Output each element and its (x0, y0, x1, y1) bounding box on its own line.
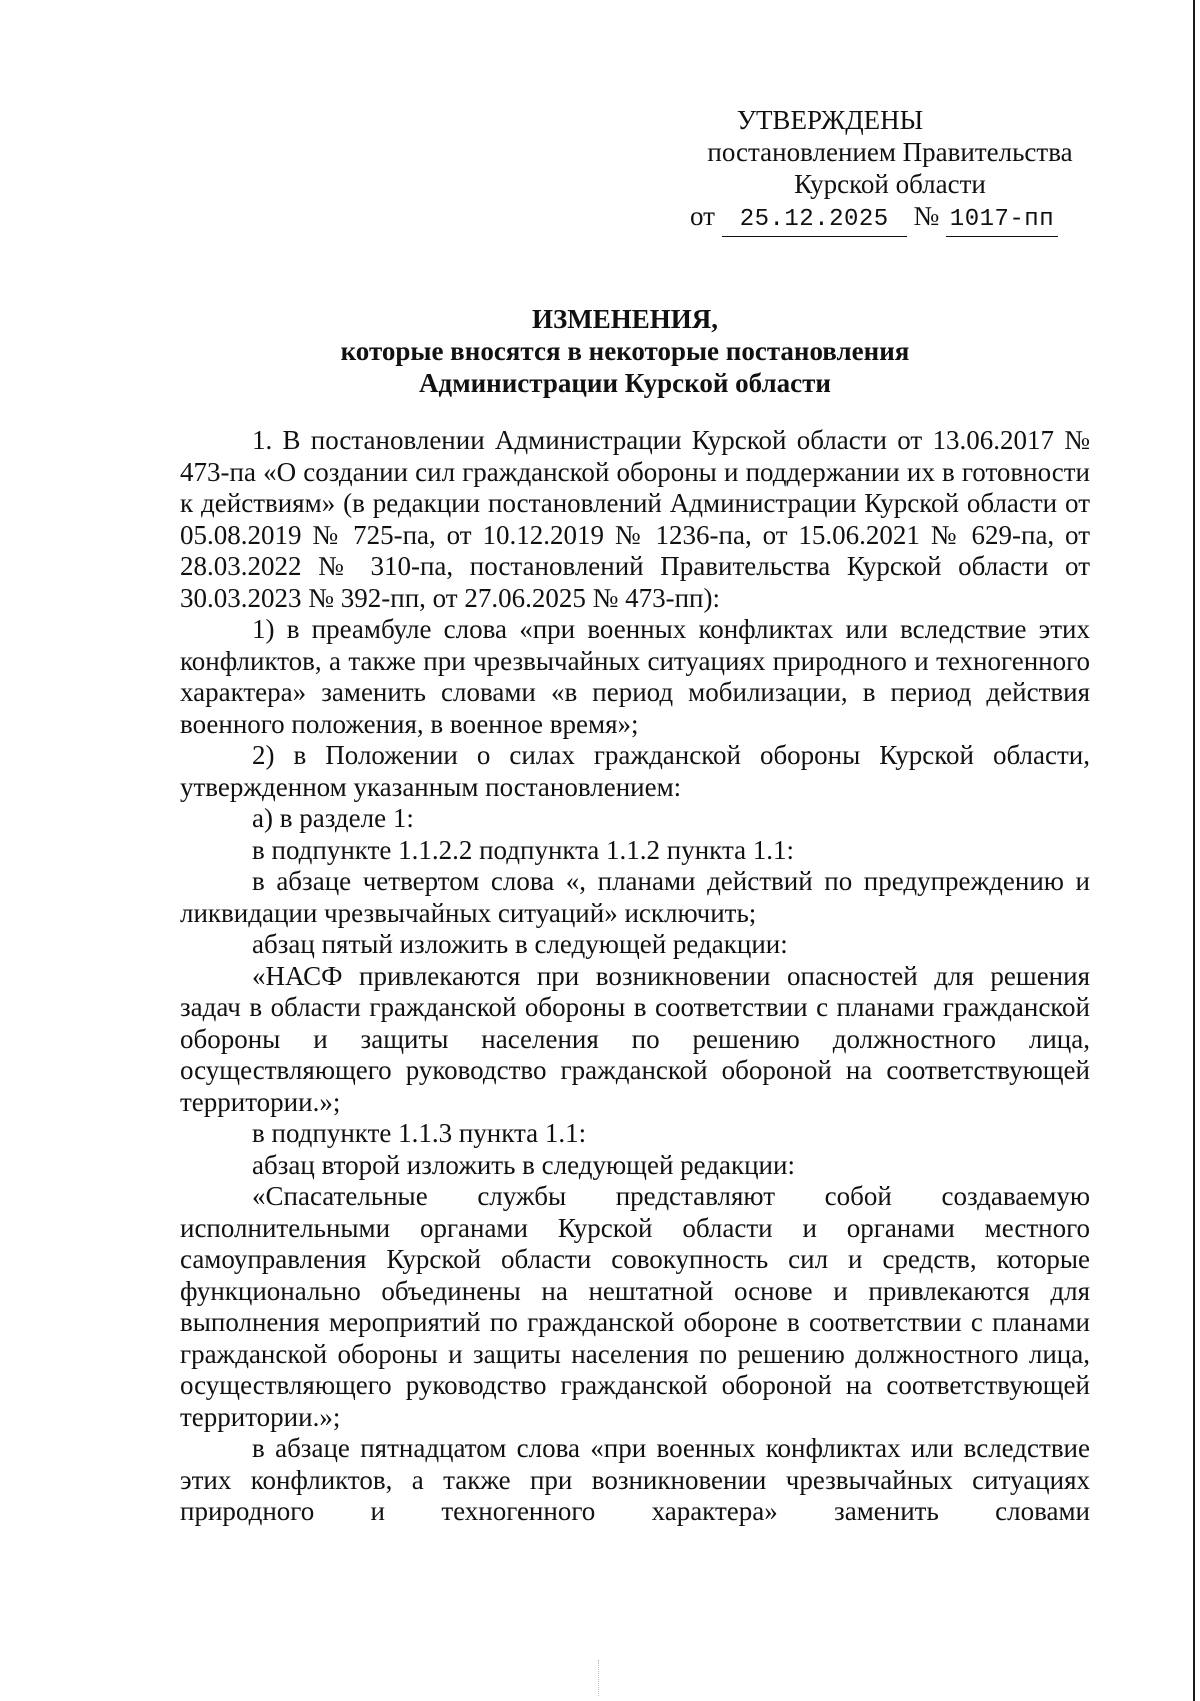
document-title (180, 303, 1070, 399)
approval-line-1: постановлением Правительства (707, 137, 1073, 167)
approval-line-2: Курской области (794, 169, 986, 199)
paragraph: абзац второй изложить в следующей редакции: (252, 1149, 795, 1180)
scan-artifact (598, 1660, 603, 1696)
paragraph: в подпункте 1.1.2.2 подпункта 1.1.2 пункта 1.1: (252, 834, 795, 865)
paragraph: в абзаце четвертом слова «, планами действий по предупреждению и ликвидации чрезвычайных ситуаций» исключить; (180, 866, 1090, 928)
paragraph: абзац пятый изложить в следующей редакции: (252, 929, 788, 959)
date-value: 25.12.2025 (722, 204, 907, 237)
paragraph: а) в разделе 1: (252, 803, 414, 833)
scan-border-line (1193, 0, 1195, 1701)
approval-date-line (680, 200, 1100, 237)
paragraph: «Спасательные службы представляют собой создаваемую исполнительными органами Курской области и органами местного самоуправления Курской области совокупность сил и средств, которые функционально объединены на нештатной основе и привлекаются для выполнения мероприятий по гражданской обороне в соответствии с планами гражданской обороны и защиты населения по решению должностного лица, осуществляющего руководство гражданской обороной на соответствующей территории.»; (180, 1181, 1090, 1432)
paragraph: 2) в Положении о силах гражданской обороны Курской области, утвержденном указанным постановлением: (180, 740, 1090, 802)
number-prefix: № (913, 201, 940, 231)
title-main: ИЗМЕНЕНИЯ, (531, 304, 718, 334)
document-body (180, 425, 1090, 1528)
paragraph: 1) в преамбуле слова «при военных конфликтах или вследствие этих конфликтов, а также при чрезвычайных ситуациях природного и техногенного характера» заменить словами «в период мобилизации, в период действия военного положения, в военное время»; (180, 614, 1090, 739)
paragraph: в абзаце пятнадцатом слова «при военных конфликтах или вследствие этих конфликтов, а также при возникновении чрезвычайных ситуациях природного и техногенного характера» заменить словами (180, 1433, 1090, 1526)
title-line-3: Администрации Курской области (419, 368, 831, 398)
approval-stamp-block (680, 104, 1100, 237)
approval-heading: УТВЕРЖДЕНЫ (736, 105, 924, 135)
title-line-2: которые вносятся в некоторые постановления (340, 336, 910, 366)
paragraph: 1. В постановлении Администрации Курской области от 13.06.2017 № 473-па «О создании сил гражданской обороны и поддержании их в готовности к действиям» (в редакции постановлений Администрации Курской области от 05.08.2019 № 725-па, от 10.12.2019 № 1236-па, от 15.06.2021 № 629-па, от 28.03.2022 № 310-па, постановлений Правительства Курской области от 30.03.2023 № 392-пп, от 27.06.2025 № 473-пп): (180, 425, 1090, 613)
paragraph: «НАСФ привлекаются при возникновении опасностей для решения задач в области гражданской обороны в соответствии с планами гражданской обороны и защиты населения по решению должностного лица, осуществляющего руководство гражданской обороной на соответствующей территории.»; (180, 960, 1090, 1117)
paragraph: в подпункте 1.1.3 пункта 1.1: (252, 1118, 587, 1148)
number-value: 1017-пп (946, 204, 1058, 237)
date-prefix: от (690, 201, 715, 231)
